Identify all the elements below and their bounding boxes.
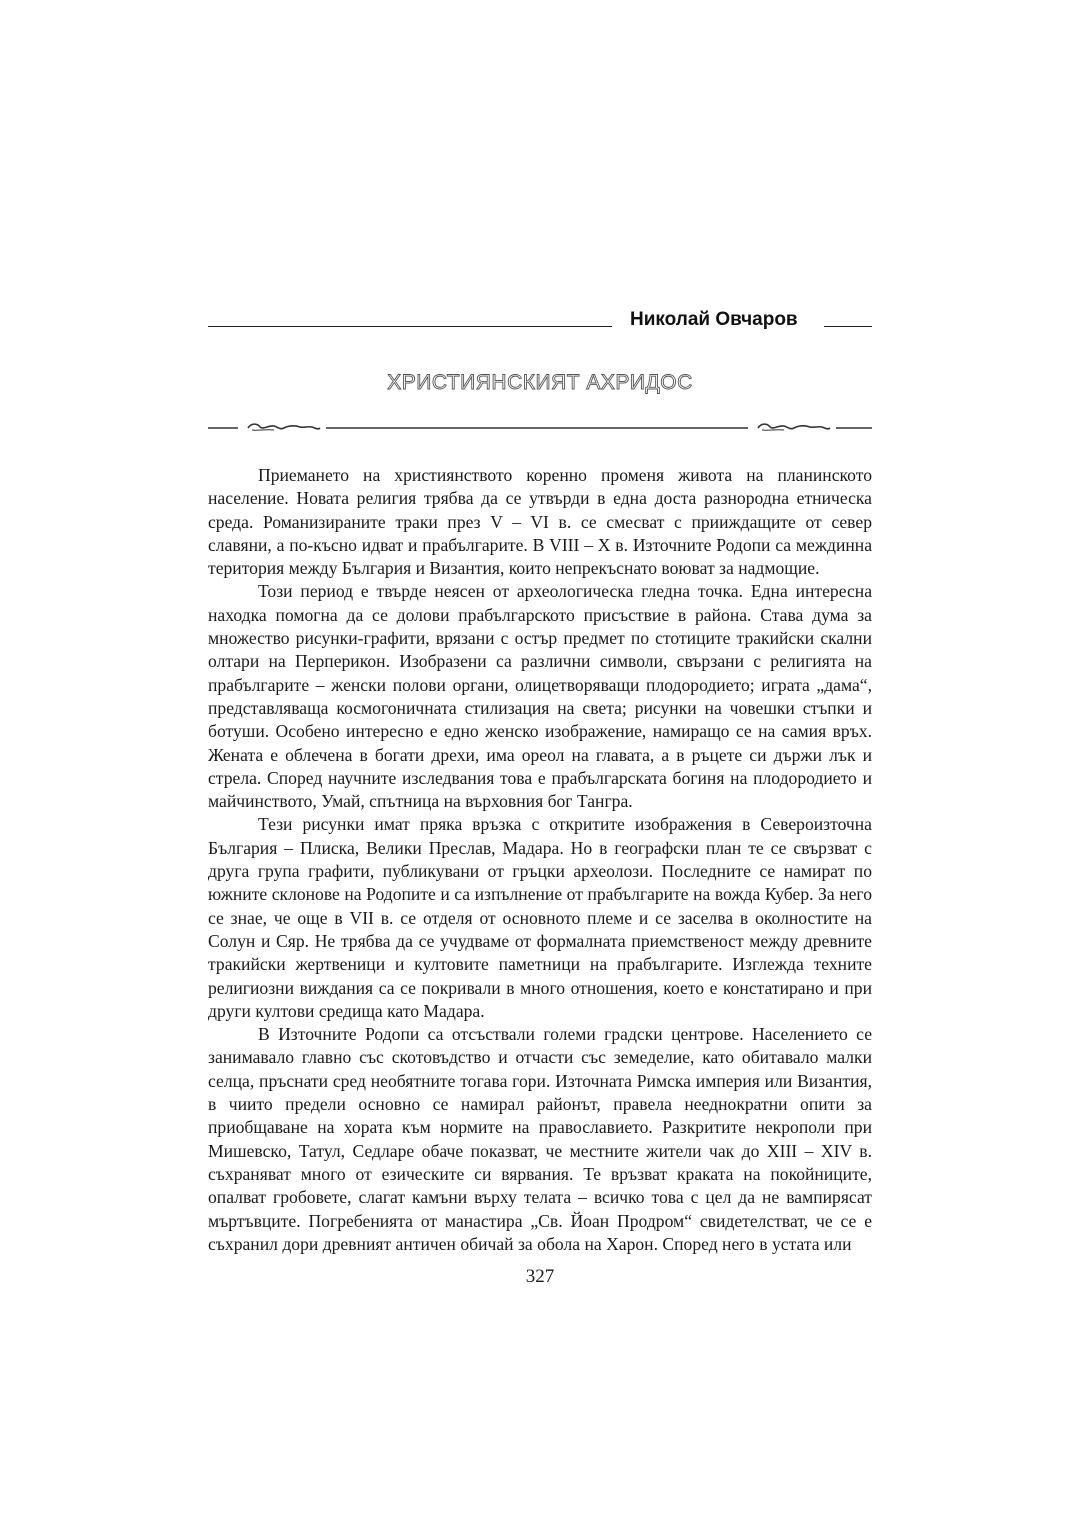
running-header [208, 306, 872, 336]
ornamental-divider [208, 416, 872, 438]
paragraph-3: Тези рисунки имат пряка връзка с откритите изображения в Североизточна България – Плиска, Велики Преслав, Мадара. Но в географски план те се свързват с друга група графити, публикувани от гръцки археолози. Последните се намират по южните склонове на Родопите и са изпълнение от прабългарите на вожда Кубер. За него се знае, че още в VII в. се отделя от основното племе и се заселва в околностите на Солун и Сяр. Не трябва да се учудваме от формалната приемственост между древните тракийски жертвеници и култовите паметници на прабългарите. Изглежда техните религиозни виждания са се покривали в много отношения, което е констатирано и при други култови средища като Мадара. [208, 814, 872, 1021]
body-text [208, 464, 872, 1256]
paragraph-2: Този период е твърде неясен от археологическа гледна точка. Една интересна находка помогна да се долови прабългарското присъствие в района. Става дума за множество рисунки-графити, врязани с остър предмет по стотиците тракийски скални олтари на Перперикон. Изобразени са различни символи, свързани с религията на прабългарите – женски полови органи, олицетворяващи плодородието; играта „дама“, представляваща космогоничната стилизация на света; рисунки на човешки стъпки и ботуши. Особено интересно е едно женско изображение, намиращо се на самия връх. Жената е облечена в богати дрехи, има ореол на главата, а в ръцете си държи лък и стрела. Според научните изследвания това е прабългарската богиня на плодородието и майчинството, Умай, спътница на върховния бог Тангра. [208, 581, 872, 812]
paragraph-4: В Източните Родопи са отсъствали големи градски центрове. Населението се занимавало главно със скотовъдство и отчасти със земеделие, като обитавало малки селца, пръснати сред необятните тогава гори. Източната Римска империя или Византия, в чиито предели основно се намирал районът, правела нееднократни опити за приобщаване на хората към нормите на православието. Разкритите некрополи при Мишевско, Татул, Седларе обаче показват, че местните жители чак до XIII – XIV в. съхраняват много от езическите си вярвания. Те връзват краката на покойниците, опалват гробовете, слагат камъни върху телата – всичко това с цел да не вампирясат мъртъвците. Погребенията от манастира „Св. Йоан Продром“ свидетелстват, че се е съхранил дори древният античен обичай за обола на Харон. Според него в устата или [208, 1024, 872, 1254]
chapter-title: ХРИСТИЯНСКИЯТ АХРИДОС [387, 371, 693, 394]
author-name: Николай Овчаров [630, 309, 798, 330]
paragraph-1: Приемането на християнството коренно променя живота на планинското население. Новата религия трябва да се утвърди в една доста разнородна етническа среда. Романизираните траки през V – VI в. се смесват с прииждащите от север славяни, а по-късно идват и прабългарите. В VIII – X в. Източните Родопи са междинна територия между България и Византия, които непрекъснато воюват за надмощие. [208, 465, 872, 579]
page-number: 327 [525, 1266, 555, 1287]
header-rule-left [208, 326, 612, 327]
header-rule-right [824, 326, 872, 327]
